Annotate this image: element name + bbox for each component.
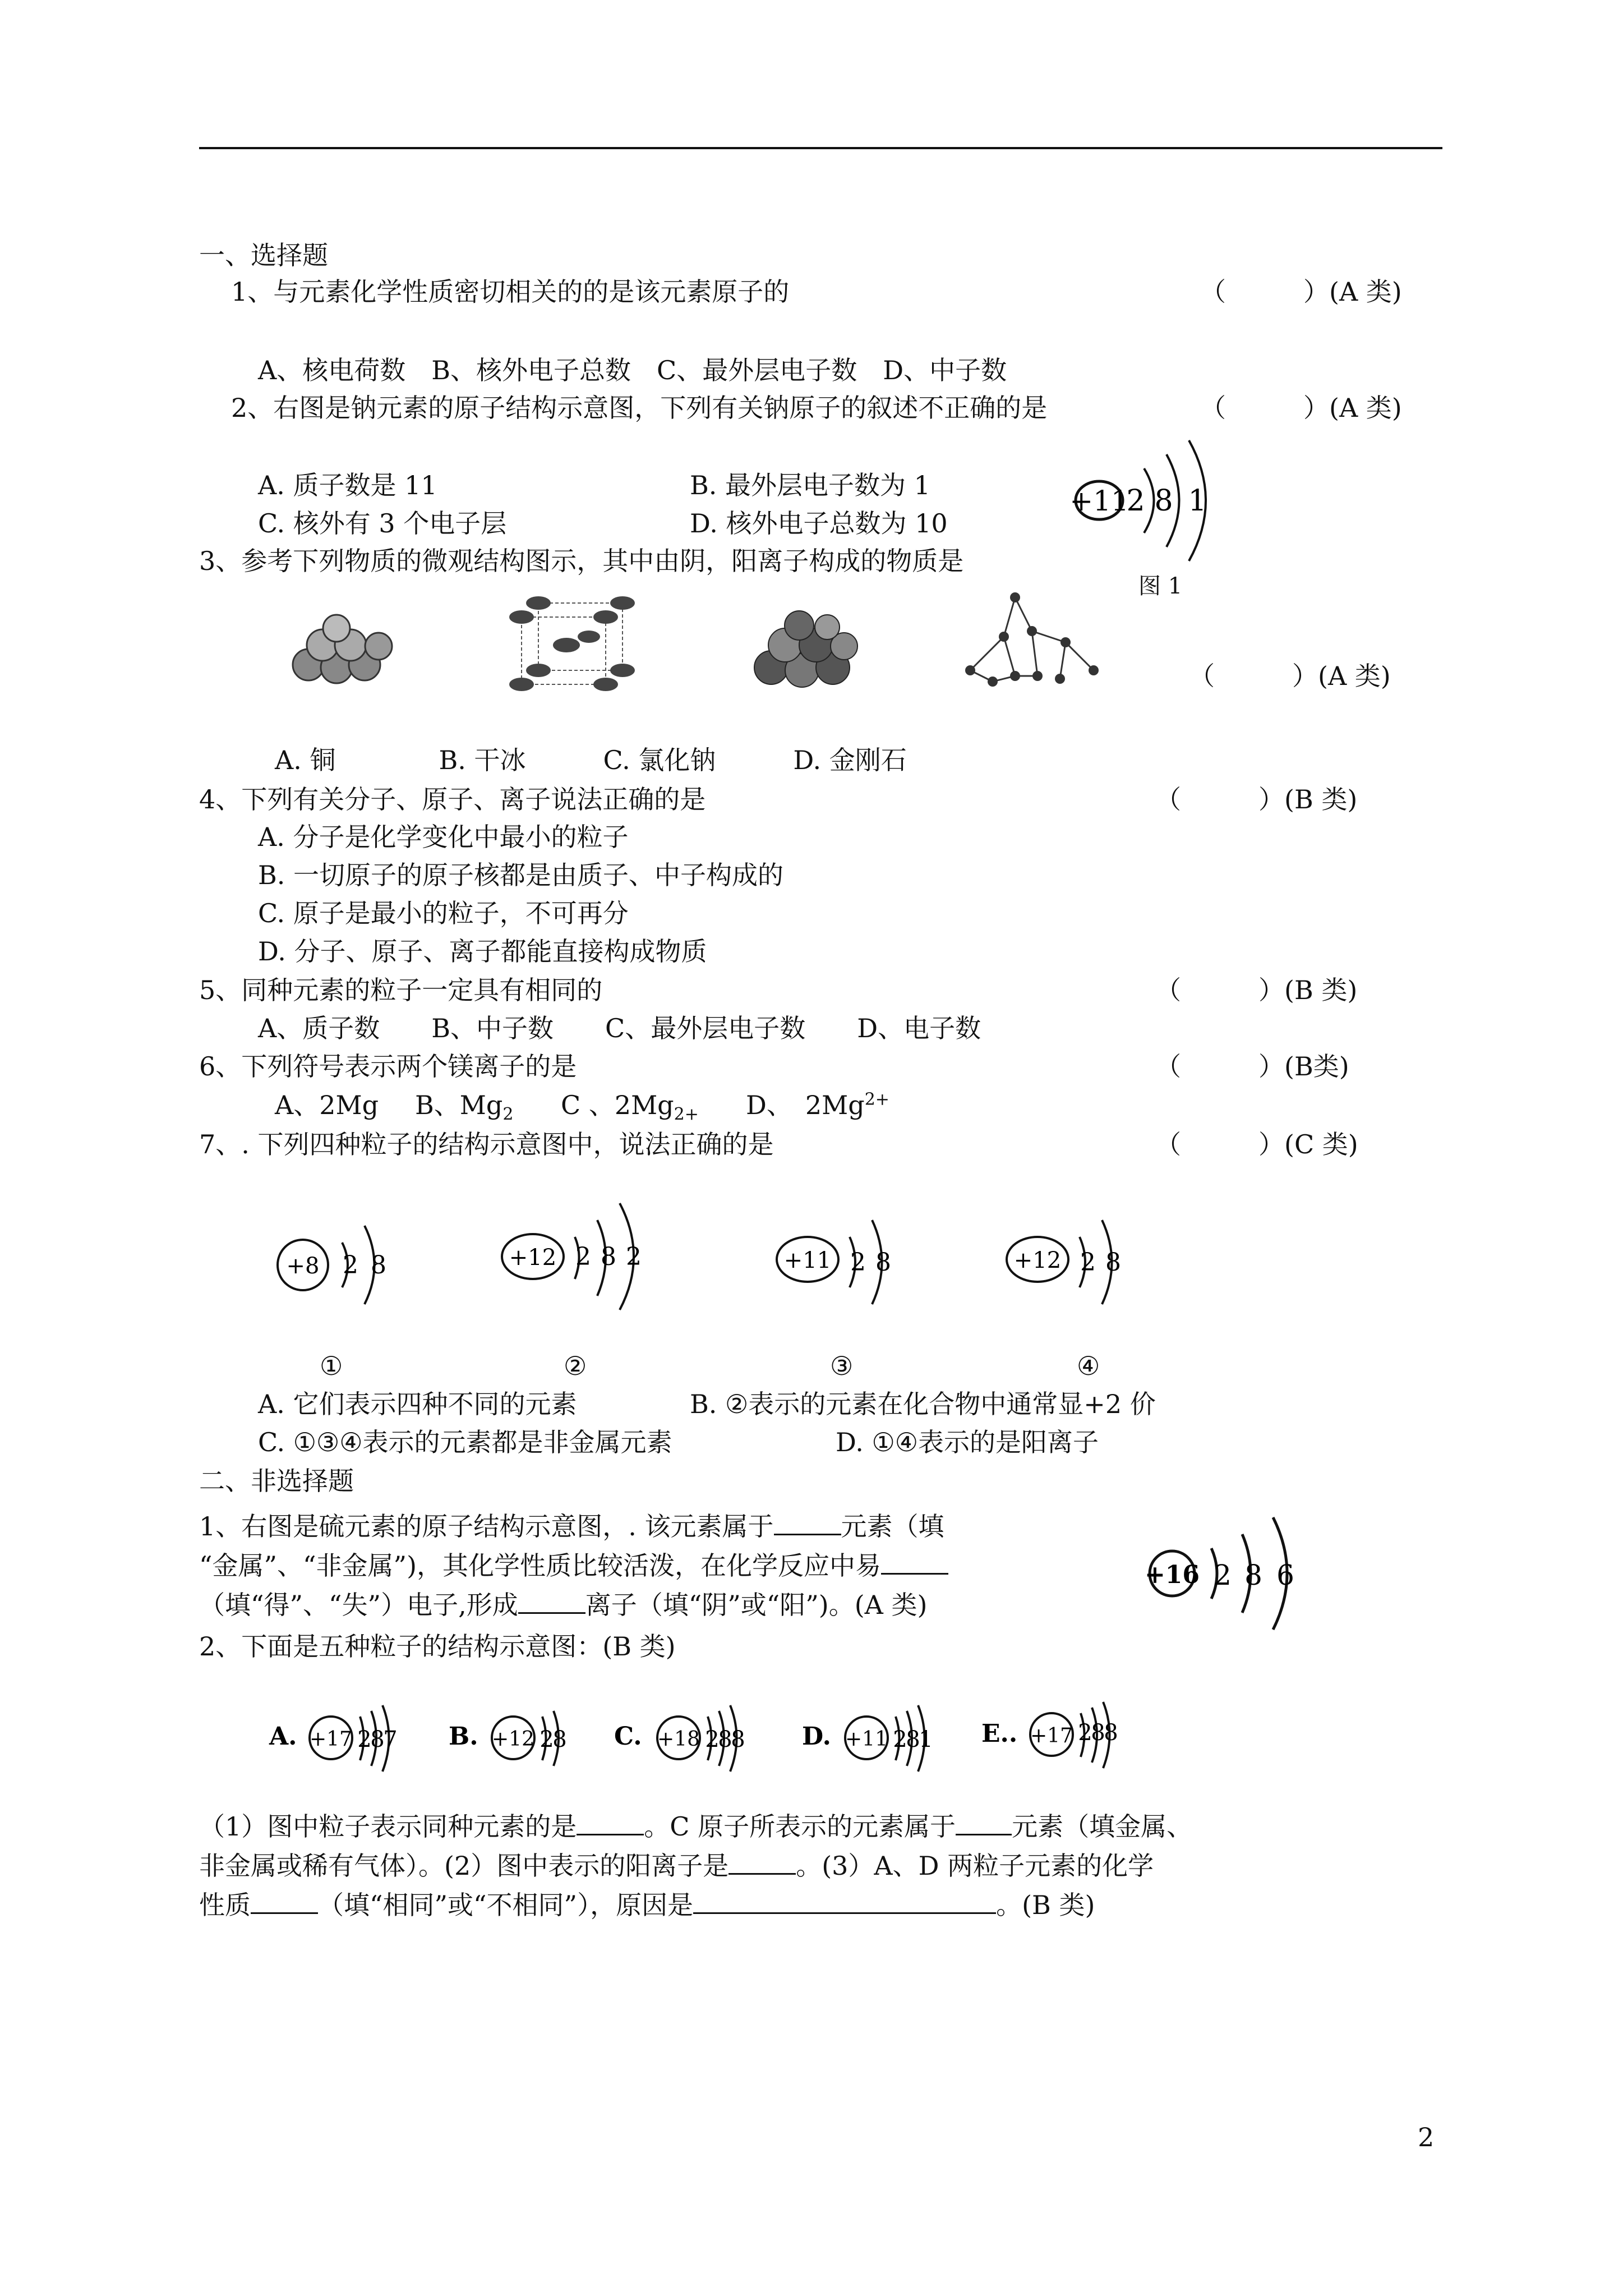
atom-diagram-1	[269, 1189, 415, 1313]
q7-option-c: C. ①③④表示的元素都是非金属元素	[258, 1427, 672, 1457]
q1-answer-tag: （ ）(A 类)	[1200, 277, 1402, 307]
svg-text:2: 2	[1126, 484, 1145, 518]
svg-text:7: 7	[383, 1727, 398, 1752]
q1-stem: 1、与元素化学性质密切相关的的是该元素原子的	[231, 277, 790, 307]
n2-line-2: 非金属或稀有气体）。(2）图中表示的阳离子是 。(3）A、D 两粒子元素的化学	[199, 1848, 1154, 1883]
diamond-structure-image	[948, 586, 1110, 704]
svg-text:2: 2	[705, 1727, 720, 1752]
svg-text:B.: B.	[449, 1722, 478, 1751]
q7-option-d: D. ①④表示的是阳离子	[836, 1427, 1099, 1457]
svg-text:A.: A.	[269, 1722, 297, 1751]
svg-text:C.: C.	[614, 1722, 642, 1751]
q2-stem: 2、右图是钠元素的原子结构示意图，下列有关钠原子的叙述不正确的是	[231, 393, 1048, 423]
particle-e	[981, 1702, 1118, 1768]
sodium-atom-diagram	[1066, 426, 1256, 567]
n1-line-1: 1、右图是硫元素的原子结构示意图，. 该元素属于 元素（填	[199, 1509, 944, 1543]
q4-option-a: A. 分子是化学变化中最小的粒子	[258, 822, 629, 852]
svg-text:2: 2	[343, 1251, 358, 1280]
svg-text:2: 2	[626, 1243, 642, 1271]
q6-answer-tag: （ ）(B类)	[1155, 1051, 1349, 1082]
svg-text:8: 8	[731, 1727, 745, 1752]
q3-stem: 3、参考下列物质的微观结构图示，其中由阴，阳离子构成的物质是	[199, 546, 964, 576]
svg-text:+17: +17	[310, 1728, 352, 1751]
svg-text:2: 2	[540, 1727, 554, 1752]
svg-text:8: 8	[1244, 1559, 1262, 1591]
five-particle-diagrams	[264, 1688, 1385, 1784]
q2-option-b: B. 最外层电子数为 1	[690, 470, 930, 500]
svg-text:8: 8	[718, 1727, 732, 1752]
svg-text:6: 6	[1276, 1559, 1294, 1591]
q4-option-b: B. 一切原子的原子核都是由质子、中子构成的	[258, 860, 784, 890]
svg-text:8: 8	[370, 1727, 385, 1752]
svg-text:+11: +11	[845, 1728, 888, 1751]
n2-blank-2	[956, 1809, 1012, 1835]
atom-label-3: ③	[830, 1351, 854, 1381]
atom-label-4: ④	[1077, 1351, 1100, 1381]
svg-text:2: 2	[1078, 1720, 1092, 1746]
svg-text:2: 2	[1080, 1248, 1096, 1277]
svg-text:8: 8	[1105, 1248, 1121, 1277]
svg-text:+11: +11	[783, 1248, 832, 1273]
q6-option-c: C 、$2Mg_{2+}$	[561, 1090, 699, 1125]
q7-option-b: B. ②表示的元素在化合物中通常显+2 价	[690, 1389, 1156, 1419]
sulfur-atom-diagram	[1138, 1503, 1324, 1638]
svg-text:+12: +12	[492, 1728, 534, 1751]
q6-option-d: D、 $2Mg^{2+}$	[746, 1089, 889, 1120]
particle-a	[269, 1705, 398, 1772]
q3-options: A. 铜 B. 干冰 C. 氯化钠 D. 金刚石	[275, 745, 907, 775]
particle-d	[802, 1705, 933, 1772]
sodium-chloride-structure-image	[746, 606, 864, 701]
q1-options: A、核电荷数 B、核外电子总数 C、最外层电子数 D、中子数	[258, 355, 1007, 385]
n2-line-1: （1）图中粒子表示同种元素的是 。C 原子所表示的元素属于 元素（填金属、	[199, 1809, 1192, 1843]
svg-text:8: 8	[875, 1248, 891, 1277]
n2-line-3: 性质 （填“相同”或“不相同”），原因是 。(B 类)	[199, 1888, 1095, 1922]
n1-blank-3	[518, 1588, 585, 1614]
atom-label-2: ②	[564, 1351, 587, 1381]
svg-text:8: 8	[371, 1251, 386, 1280]
n1-blank-1	[774, 1509, 841, 1535]
atom-label-1: ①	[320, 1351, 343, 1381]
atom-diagram-2	[494, 1178, 673, 1313]
q4-stem: 4、下列有关分子、原子、离子说法正确的是	[199, 784, 706, 815]
svg-text:2: 2	[357, 1727, 372, 1752]
svg-text:+12: +12	[509, 1245, 557, 1271]
page-number: 2	[1418, 2122, 1435, 2152]
svg-text:8: 8	[1104, 1720, 1118, 1746]
svg-text:1: 1	[1188, 484, 1207, 518]
q5-answer-tag: （ ）(B 类)	[1155, 975, 1358, 1005]
n1-blank-2	[881, 1548, 948, 1575]
q2-option-a: A. 质子数是 11	[258, 470, 437, 500]
n2-blank-1	[577, 1809, 644, 1835]
svg-text:+8: +8	[286, 1253, 320, 1279]
svg-text:8: 8	[552, 1727, 567, 1752]
svg-text:+16: +16	[1144, 1561, 1200, 1589]
q4-answer-tag: （ ）(B 类)	[1155, 784, 1358, 815]
svg-text:2: 2	[850, 1248, 866, 1277]
n2-blank-3	[728, 1848, 796, 1875]
q6-option-a: A、2Mg	[275, 1090, 379, 1120]
svg-text:8: 8	[601, 1243, 616, 1271]
n1-line-3: （填“得”、“失”）电子,形成 离子（填“阴”或“阳”)。(A 类)	[199, 1588, 927, 1622]
svg-text:E..: E..	[981, 1719, 1018, 1748]
q2-answer-tag: （ ）(A 类)	[1200, 393, 1402, 423]
n2-blank-5	[693, 1888, 996, 1914]
copper-structure-image	[286, 611, 398, 696]
n1-line-2: “金属”、“非金属”)，其化学性质比较活泼，在化学反应中易	[199, 1548, 948, 1582]
svg-text:2: 2	[893, 1727, 907, 1752]
svg-text:1: 1	[919, 1727, 933, 1752]
svg-text:+17: +17	[1030, 1724, 1073, 1747]
svg-text:2: 2	[1214, 1559, 1232, 1591]
header-rule	[199, 147, 1442, 149]
particle-b	[449, 1711, 567, 1766]
q7-option-a: A. 它们表示四种不同的元素	[258, 1389, 577, 1419]
svg-text:8: 8	[906, 1727, 920, 1752]
svg-text:+12: +12	[1013, 1248, 1062, 1273]
svg-text:8: 8	[1154, 484, 1173, 518]
q6-option-b: B、$Mg_2$	[415, 1090, 514, 1125]
q3-answer-tag: （ ）(A 类)	[1189, 661, 1391, 691]
n2-stem: 2、下面是五种粒子的结构示意图：(B 类)	[199, 1631, 676, 1662]
q2-option-c: C. 核外有 3 个电子层	[258, 508, 507, 539]
section-title-choice: 一、选择题	[199, 240, 328, 270]
q6-stem: 6、下列符号表示两个镁离子的是	[199, 1051, 577, 1082]
particle-c	[614, 1705, 745, 1772]
dry-ice-structure-image	[505, 595, 639, 707]
svg-text:8: 8	[1091, 1720, 1105, 1746]
atom-diagram-3	[768, 1189, 925, 1313]
atom-diagram-4	[998, 1189, 1155, 1313]
n2-blank-4	[251, 1888, 318, 1914]
q7-stem: 7、. 下列四种粒子的结构示意图中，说法正确的是	[199, 1129, 774, 1159]
q5-options: A、质子数 B、中子数 C、最外层电子数 D、电子数	[258, 1013, 981, 1043]
section-title-nonchoice: 二、非选择题	[199, 1466, 354, 1496]
q4-option-d: D. 分子、原子、离子都能直接构成物质	[258, 936, 707, 967]
figure-1-label: 图 1	[1138, 573, 1183, 599]
q7-answer-tag: （ ）(C 类)	[1155, 1129, 1358, 1159]
svg-text:+18: +18	[657, 1728, 700, 1751]
q4-option-c: C. 原子是最小的粒子，不可再分	[258, 898, 629, 928]
q2-option-d: D. 核外电子总数为 10	[690, 508, 948, 539]
svg-text:D.: D.	[802, 1722, 831, 1751]
svg-text:2: 2	[575, 1243, 591, 1271]
sodium-nucleus-label: +11	[1069, 485, 1129, 517]
q5-stem: 5、同种元素的粒子一定具有相同的	[199, 975, 603, 1005]
